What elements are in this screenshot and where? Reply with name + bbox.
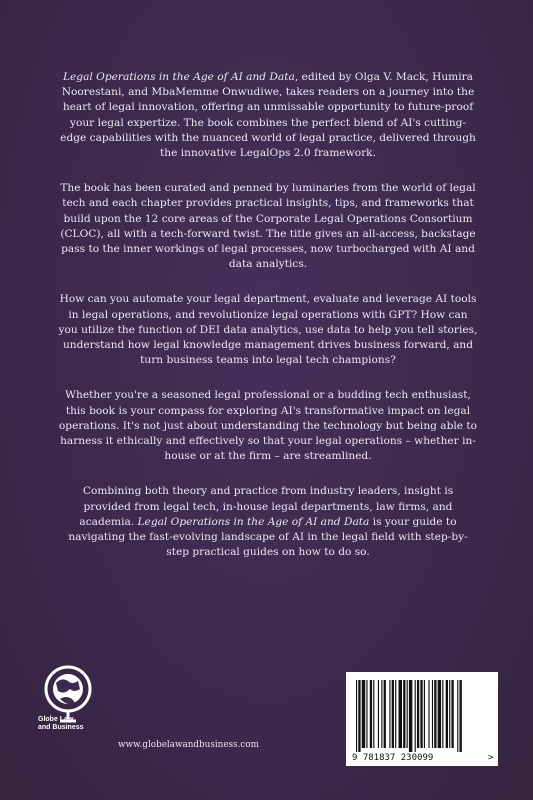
barcode-bar [403,680,405,748]
barcode-bar [442,680,443,748]
barcode-bar [424,680,425,748]
barcode-bars [346,672,498,766]
barcode-bar [395,680,396,748]
barcode-bar [399,680,402,748]
barcode-bar [415,680,416,752]
blurb-paragraph-2: The book has been curated and penned by luminaries from the world of legal tech and each chapter provides practical insights, tips, and frameworks that build upon the 12 core areas of the Corporate Legal Operations Consortium (CLOC), all with a tech-forward twist. The title gives an all-access, backstage pass to the inner workings of legal processes, now turbocharged with AI and data analytics. [60,182,476,271]
barcode-bar [362,680,365,748]
barcode-bar [389,680,390,748]
barcode-bar [358,680,360,752]
barcode-bar [420,680,422,748]
barcode-bar [409,680,412,752]
blurb-paragraph-5 [58,484,478,560]
logo-line-2: and Business [38,724,84,731]
blurb-paragraph-3: How can you automate your legal department, evaluate and leverage AI tools in legal operations, and revolutionize legal operations with GPT? How can you utilize the function of DEI data analytics, use data to help you tell stories, understand how legal knowledge management drives business forward, and turn business teams into legal tech champions? [58,293,478,367]
barcode-bar [407,680,408,748]
isbn-digits: 9 781837 230099 [352,753,434,763]
blurb-paragraph-1 [58,70,478,161]
logo-line-1: Globe Law [38,716,74,723]
barcode [346,672,498,766]
barcode-bar [460,680,462,752]
barcode-bar [392,680,394,748]
barcode-bar [370,680,372,748]
publisher-website: www.globelawandbusiness.com [118,740,259,750]
barcode-bar [356,680,357,752]
blurb-paragraph-1-rest: , edited by Olga V. Mack, Humira Noorestani, and MbaMemme Onwudiwe, takes readers on a journey into the heart of legal innovation, offering an unmissable opportunity to future-proof your legal expertize. The book combines the perfect blend of AI's cutting-edge capabilities with the nuanced world of legal practice, delivered through the innovative LegalOps 2.0 framework. [60,71,476,160]
barcode-bar [428,680,429,748]
publisher-logo-text [38,716,108,732]
barcode-bar [378,680,379,748]
barcode-bar [432,680,433,748]
blurb-text [58,70,478,580]
barcode-bar [381,680,382,748]
barcode-bar [417,680,419,748]
barcode-bar [373,680,374,748]
barcode-bar [434,680,436,748]
barcode-bar [457,680,458,752]
barcode-bar [438,680,441,748]
blurb-paragraph-5-before: Combining both theory and practice from industry leaders, insight is provided from legal tech, in-house legal departments, law firms, and academia. [79,485,454,528]
isbn-end-mark: > [488,753,494,763]
blurb-paragraph-5-after: is your guide to navigating the fast-evolving landscape of AI in the legal field with step-by-step practical guides on how to do so. [68,515,468,559]
barcode-bar [384,680,386,748]
book-title-italic: Legal Operations in the Age of AI and Data [62,71,295,83]
book-title-italic-2: Legal Operations in the Age of AI and Data [137,515,370,528]
barcode-bar [451,680,453,748]
barcode-bar [446,680,448,748]
barcode-bar [449,680,450,748]
barcode-bar [366,680,367,748]
blurb-paragraph-4: Whether you're a seasoned legal professional or a budding tech enthusiast, this book is your compass for exploring AI's transformative impact on legal operations. It's not just about understanding the technology but being able to harness it ethically and effectively so that your legal operations – whether in-house or at the firm – are streamlined. [58,389,478,463]
